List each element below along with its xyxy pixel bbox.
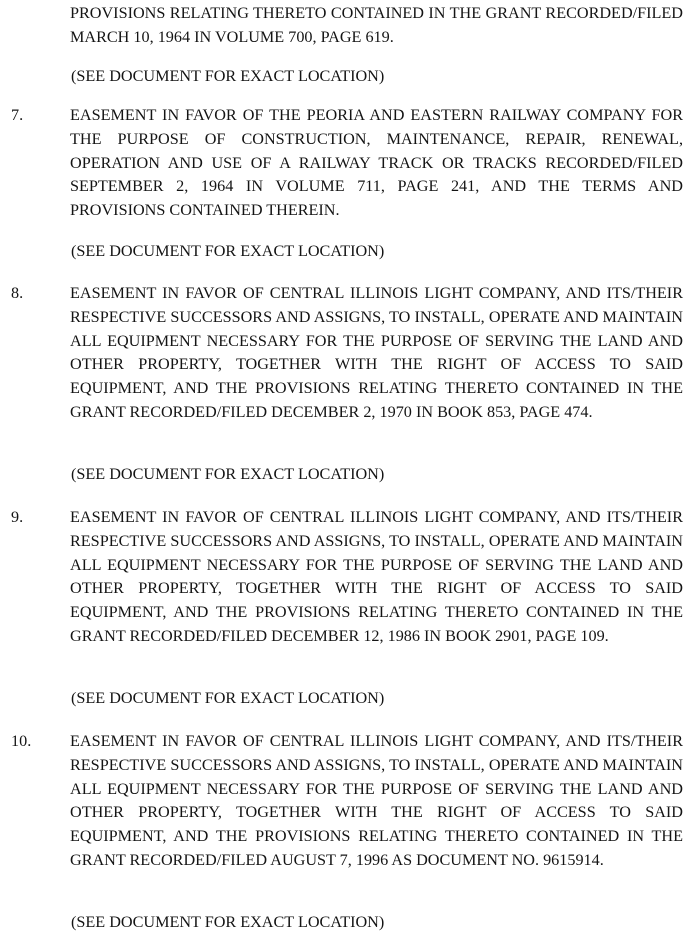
item-number: 10. (11, 732, 32, 750)
item-paragraph: EASEMENT IN FAVOR OF CENTRAL ILLINOIS LIGHT COMPANY, AND ITS/THEIR RESPECTIVE SUCCESSORS AND ASSIGNS, TO INSTALL, OPERATE AND MAINTAIN ALL EQUIPMENT NECESSARY FOR THE PURPOSE OF SERVING THE LAND AND OTHER PROPERTY, TOGETHER WITH THE RIGHT OF ACCESS TO SAID EQUIPMENT, AND THE PROVISIONS RELATING THERETO CONTAINED IN THE GRANT RECORDED/FILED DECEMBER 12, 1986 IN BOOK 2901, PAGE 109. (70, 508, 683, 645)
item-number: 8. (11, 284, 24, 302)
item-see-note: (SEE DOCUMENT FOR EXACT LOCATION) (71, 465, 385, 483)
lead-see-note: (SEE DOCUMENT FOR EXACT LOCATION) (71, 67, 385, 85)
lead-paragraph: PROVISIONS RELATING THERETO CONTAINED IN THE GRANT RECORDED/FILED MARCH 10, 1964 IN VOLUME 700, PAGE 619. (70, 4, 683, 46)
item-see-note: (SEE DOCUMENT FOR EXACT LOCATION) (71, 242, 385, 260)
item-see-note: (SEE DOCUMENT FOR EXACT LOCATION) (71, 913, 385, 931)
item-paragraph: EASEMENT IN FAVOR OF CENTRAL ILLINOIS LIGHT COMPANY, AND ITS/THEIR RESPECTIVE SUCCESSORS AND ASSIGNS, TO INSTALL, OPERATE AND MAINTAIN ALL EQUIPMENT NECESSARY FOR THE PURPOSE OF SERVING THE LAND AND OTHER PROPERTY, TOGETHER WITH THE RIGHT OF ACCESS TO SAID EQUIPMENT, AND THE PROVISIONS RELATING THERETO CONTAINED IN THE GRANT RECORDED/FILED DECEMBER 2, 1970 IN BOOK 853, PAGE 474. (70, 284, 683, 421)
item-paragraph: EASEMENT IN FAVOR OF CENTRAL ILLINOIS LIGHT COMPANY, AND ITS/THEIR RESPECTIVE SUCCESSORS AND ASSIGNS, TO INSTALL, OPERATE AND MAINTAIN ALL EQUIPMENT NECESSARY FOR THE PURPOSE OF SERVING THE LAND AND OTHER PROPERTY, TOGETHER WITH THE RIGHT OF ACCESS TO SAID EQUIPMENT, AND THE PROVISIONS RELATING THERETO CONTAINED IN THE GRANT RECORDED/FILED AUGUST 7, 1996 AS DOCUMENT NO. 9615914. (70, 732, 683, 869)
item-number: 9. (11, 508, 24, 526)
item-number: 7. (11, 106, 24, 124)
item-paragraph: EASEMENT IN FAVOR OF THE PEORIA AND EASTERN RAILWAY COMPANY FOR THE PURPOSE OF CONSTRUCTION, MAINTENANCE, REPAIR, RENEWAL, OPERATION AND USE OF A RAILWAY TRACK OR TRACKS RECORDED/FILED SEPTEMBER 2, 1964 IN VOLUME 711, PAGE 241, AND THE TERMS AND PROVISIONS CONTAINED THEREIN. (70, 106, 683, 220)
item-see-note: (SEE DOCUMENT FOR EXACT LOCATION) (71, 689, 385, 707)
